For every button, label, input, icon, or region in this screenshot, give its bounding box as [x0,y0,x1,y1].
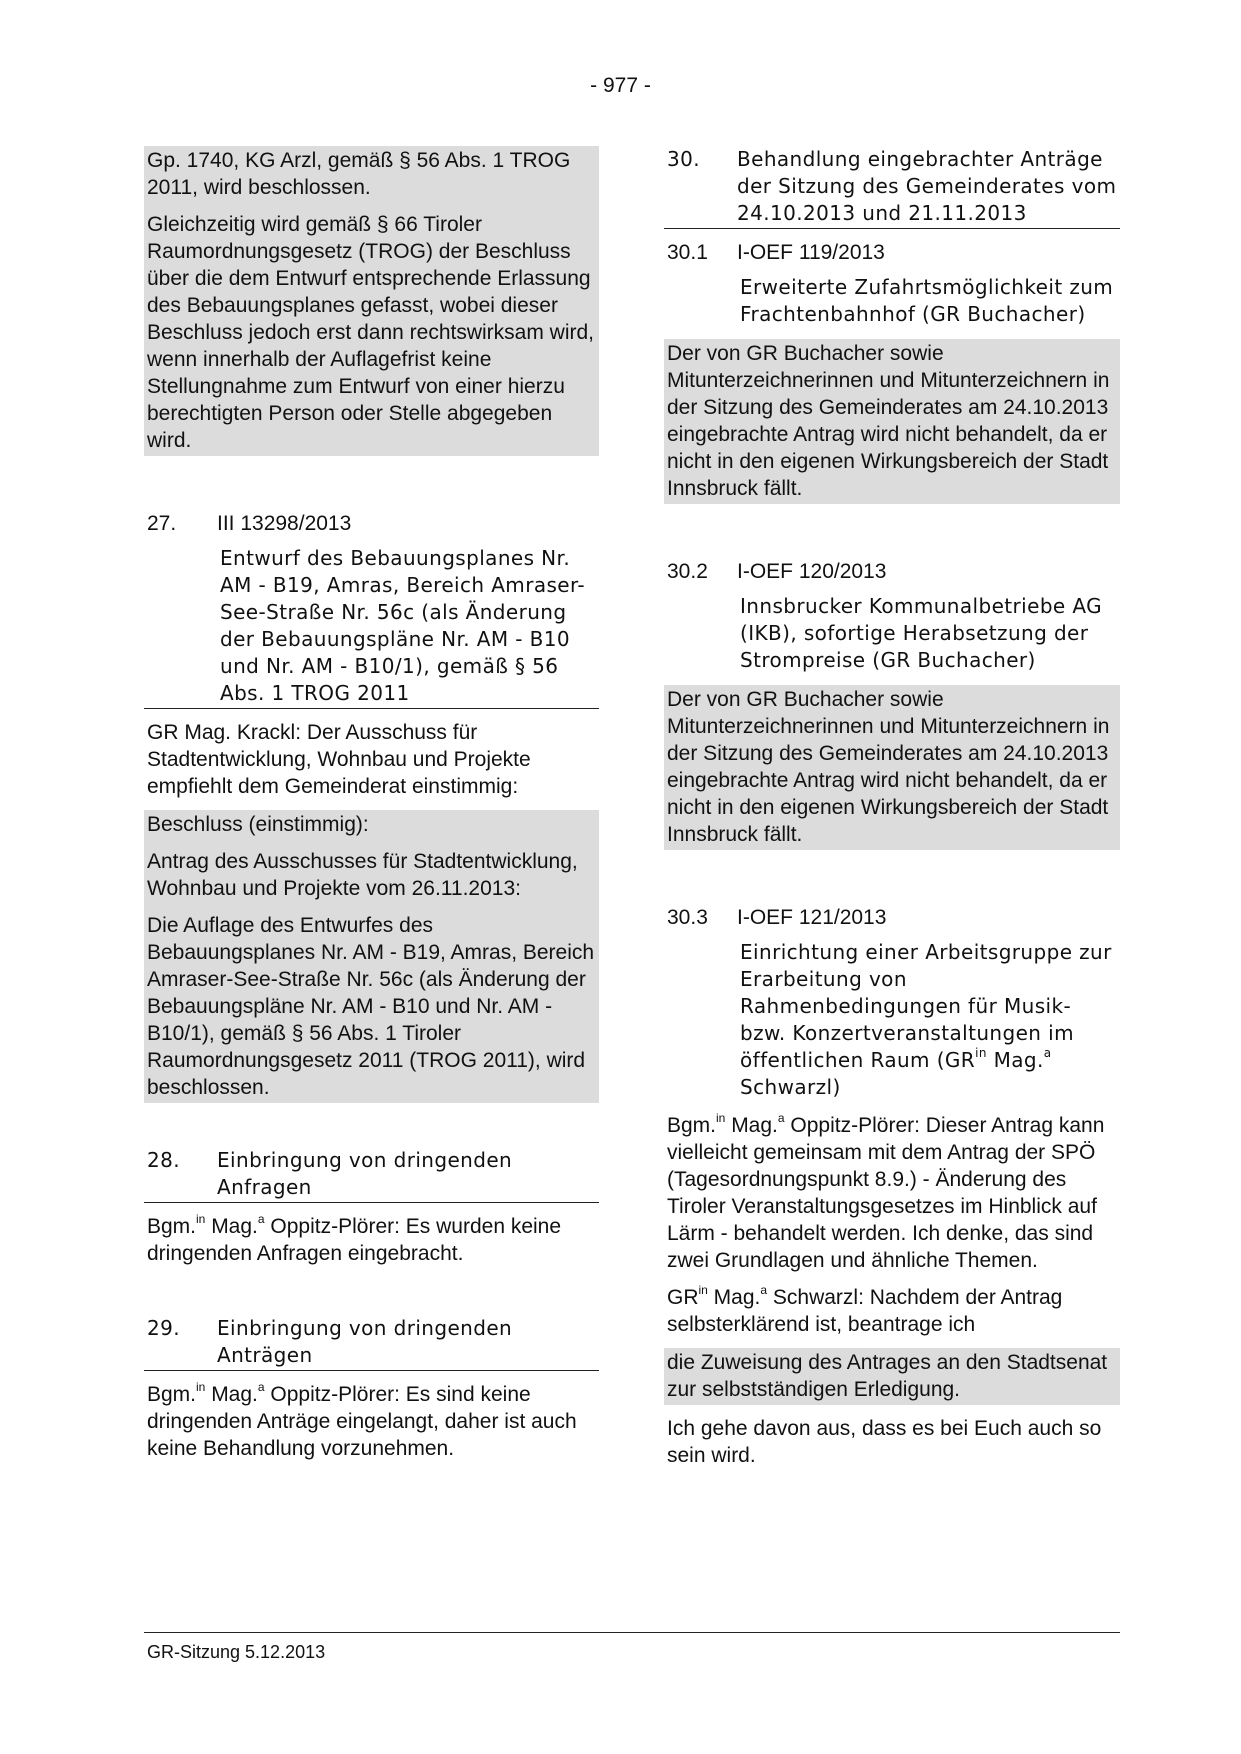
mayor-statement: Bgm.$^{in}$ Mag.$^a$ Oppitz-Plörer: Es wurden keine dringenden Anfragen eingebracht. [147,1212,562,1265]
agenda-item-30 [664,146,1120,229]
left-column [144,146,599,1472]
agenda-item-30-1 [664,239,1120,329]
resolution-text: Der von GR Buchacher sowie Mitunterzeichnerinnen und Mitunterzeichnern in der Sitzung des Gemeinderates am 24.10.2013 eingebrachte Antrag wird nicht behandelt, da er nicht in den eigenen Wirkungsbereich der Stadt Innsbruck fällt. [667,688,1110,846]
item-title: Einbringung von dringenden Anträgen [217,1316,513,1367]
resolution-text: Gp. 1740, KG Arzl, gemäß § 56 Abs. 1 TROG 2011, wird beschlossen. [147,149,571,199]
agenda-item-28 [144,1147,599,1203]
item-code: I-OEF 120/2013 [737,560,887,583]
closing-statement: Ich gehe davon aus, dass es bei Euch auch so sein wird. [667,1417,1102,1467]
committee-statement: GR Mag. Krackl: Der Ausschuss für Stadtentwicklung, Wohnbau und Projekte empfiehlt dem Gemeinderat einstimmig: [147,721,531,798]
page-footer [144,1632,1120,1666]
agenda-item-29 [144,1315,599,1371]
resolution-block [144,810,599,1103]
item-subject: Einrichtung einer Arbeitsgruppe zur Erarbeitung von Rahmenbedingungen für Musik- bzw. Konzertveranstaltungen im öffentlichen Raum ($GR^{in}$ Mag.$^a$ Schwarzl) [740,940,1112,1099]
resolution-text: Antrag des Ausschusses für Stadtentwicklung, Wohnbau und Projekte vom 26.11.2013: [147,850,578,900]
resolution-text: die Zuweisung des Antrages an den Stadtsenat zur selbstständigen Erledigung. [667,1351,1108,1401]
agenda-item-27 [144,510,599,537]
resolution-block-continued [144,146,599,456]
item-subject: Erweiterte Zufahrtsmöglichkeit zum Frachtenbahnhof (GR Buchacher) [740,275,1114,326]
item-number: 30. [667,147,701,171]
resolution-heading: Beschluss (einstimmig): [147,813,369,836]
item-code: I-OEF 121/2013 [737,906,887,929]
item-code: I-OEF 119/2013 [737,241,885,264]
resolution-text: Gleichzeitig wird gemäß § 66 Tiroler Raumordnungsgesetz (TROG) der Beschluss über die dem Entwurf entsprechende Erlassung des Bebauungsplanes gefasst, wobei dieser Beschluss jedoch erst dann rechtswirksam wird, wenn innerhalb der Auflagefrist keine Stellungnahme zum Entwurf von einer hierzu berechtigten Person oder Stelle abgegeben wird. [147,213,595,452]
resolution-text: Die Auflage des Entwurfes des Bebauungsplanes Nr. AM - B19, Amras, Bereich Amraser-See-Straße Nr. 56c (als Änderung der Bebauungspläne Nr. AM - B10 und Nr. AM - B10/1), gemäß § 56 Abs. 1 Tiroler Raumordnungsgesetz 2011 (TROG 2011), wird beschlossen. [147,914,595,1099]
page-number: - 977 - [590,74,651,97]
item-number: 30.2 [667,560,708,583]
resolution-block [664,339,1120,504]
item-title: Behandlung eingebrachter Anträge der Sitzung des Gemeinderates vom 24.10.2013 und 21.11.2013 [737,147,1117,225]
councillor-statement: $GR^{in}$ Mag.$^a$ Schwarzl: Nachdem der Antrag selbsterklärend ist, beantrage ich [667,1283,1063,1336]
item-number: 27. [147,512,177,535]
resolution-block [664,1348,1120,1405]
item-number: 30.1 [667,241,708,264]
item-number: 28. [147,1148,181,1172]
mayor-statement: Bgm.$^{in}$ Mag.$^a$ Oppitz-Plörer: Es sind keine dringenden Anträge eingelangt, daher ist auch keine Behandlung vorzunehmen. [147,1380,577,1460]
resolution-block [664,685,1120,850]
right-column [664,146,1120,1479]
item-number: 30.3 [667,906,708,929]
footer-session-date: GR-Sitzung 5.12.2013 [147,1642,326,1662]
mayor-statement: Bgm.$^{in}$ Mag.$^a$ Oppitz-Plörer: Dieser Antrag kann vielleicht gemeinsam mit dem Antrag der SPÖ (Tagesordnungspunkt 8.9.) - Änderung des Tiroler Veranstaltungsgesetzes im Hinblick auf Lärm - behandelt werden. Ich denke, das sind zwei Grundlagen und ähnliche Themen. [667,1111,1105,1272]
item-subject: Innsbrucker Kommunalbetriebe AG (IKB), sofortige Herabsetzung der Strompreise (GR Buchacher) [740,594,1103,672]
item-number: 29. [147,1316,181,1340]
item-code: III 13298/2013 [217,512,352,535]
agenda-item-30-2 [664,558,1120,675]
item-title: Einbringung von dringenden Anfragen [217,1148,513,1199]
resolution-text: Der von GR Buchacher sowie Mitunterzeichnerinnen und Mitunterzeichnern in der Sitzung des Gemeinderates am 24.10.2013 eingebrachte Antrag wird nicht behandelt, da er nicht in den eigenen Wirkungsbereich der Stadt Innsbruck fällt. [667,342,1110,500]
agenda-item-30-3 [664,904,1120,1102]
item-subject: Entwurf des Bebauungsplanes Nr. AM - B19, Amras, Bereich Amraser-See-Straße Nr. 56c (als Änderung der Bebauungspläne Nr. AM - B10 und Nr. AM - B10/1), gemäß § 56 Abs. 1 TROG 2011 [144,545,599,709]
